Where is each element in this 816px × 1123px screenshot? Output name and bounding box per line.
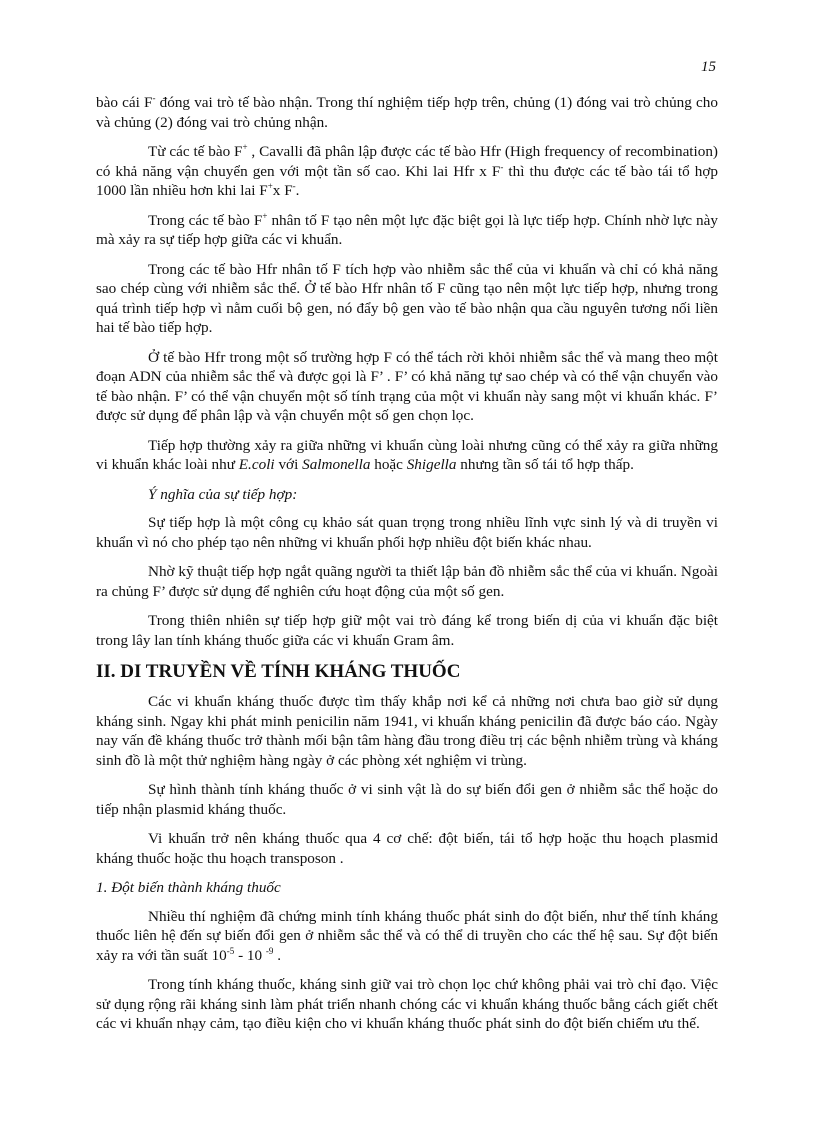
paragraph-f-prime: Ở tế bào Hfr trong một số trường hợp F có thể tách rời khỏi nhiễm sắc thể và mang theo một đoạn ADN của nhiễm sắc thể và được gọi là F’ . F’ có khả năng tự sao chép và có thể vận chuyển vào tế bào nhận. F’ có thể vận chuyển một số tính trạng của một vi khuẩn này sang một vi khuẩn khác. F’ được sử dụng để phân lập và vận chuyển một số gen chọn lọc.: [96, 348, 718, 424]
paragraph-research-tool: Sự tiếp hợp là một công cụ khảo sát quan trọng trong nhiều lĩnh vực sinh lý và di truyền vi khuẩn vì nó cho phép tạo nên những vi khuẩn phối hợp nhiều đột biến khác nhau.: [96, 514, 718, 551]
subheading-meaning: Ý nghĩa của sự tiếp hợp:: [148, 485, 298, 503]
paragraph-hfr-integration: Trong các tế bào Hfr nhân tố F tích hợp vào nhiễm sắc thể của vi khuẩn và chỉ có khả năng sao chép cùng với nhiễm sắc thể. Ở tế bào Hfr nhân tố F cũng tạo nên một lực tiếp hợp, nhưng trong quá trình tiếp hợp vì nằm cuối bộ gen, nó đẩy bộ gen vào tế bào nhận qua cầu nguyên tương nối liền hai tế bào tiếp hợp.: [96, 260, 718, 336]
section-heading-drug-resistance: II. DI TRUYỀN VỀ TÍNH KHÁNG THUỐC: [96, 661, 461, 682]
paragraph-chromosome-map: Nhờ kỹ thuật tiếp hợp ngắt quãng người ta thiết lập bản đồ nhiễm sắc thể của vi khuẩn. Ngoài ra chủng F’ được sử dụng để nghiên cứu hoạt động của một số gen.: [96, 563, 718, 600]
paragraph-four-mechanisms: Vi khuẩn trở nên kháng thuốc qua 4 cơ chế: đột biến, tái tổ hợp hoặc thu hoạch plasmid kháng thuốc hoặc thu hoạch transposon .: [96, 830, 718, 867]
paragraph-f-plus-force: Trong các tế bào F+ nhân tố F tạo nên một lực đặc biệt gọi là lực tiếp hợp. Chính nhờ lực này mà xảy ra sự tiếp hợp giữa các vi khuẩn.: [96, 210, 718, 248]
page-number: 15: [701, 59, 716, 75]
paragraph-selection-role: Trong tính kháng thuốc, kháng sinh giữ vai trò chọn lọc chứ không phải vai trò chỉ đạo. Việc sử dụng rộng rãi kháng sinh làm phát triển nhanh chóng các vi khuẩn kháng thuốc bằng cách giết chết các vi khuẩn nhạy cảm, tạo điều kiện cho vi khuẩn kháng thuốc phát sinh do đột biến chiếm ưu thế.: [96, 976, 718, 1032]
paragraph-hfr-cells: Từ các tế bào F+ , Cavalli đã phân lập được các tế bào Hfr (High frequency of recombination) có khả năng vận chuyển gen với một tần số cao. Khi lai Hfr x F- thì thu được các tế bào tái tổ hợp 1000 lần nhiều hơn khi lai F+x F-.: [96, 141, 718, 199]
paragraph-interspecies: Tiếp hợp thường xảy ra giữa những vi khuẩn cùng loài nhưng cũng có thể xảy ra giữa những vi khuẩn khác loài như E.coli với Salmonella hoặc Shigella nhưng tần số tái tổ hợp thấp.: [96, 436, 718, 473]
paragraph-resistance-origin: Sự hình thành tính kháng thuốc ở vi sinh vật là do sự biến đổi gen ở nhiễm sắc thể hoặc do tiếp nhận plasmid kháng thuốc.: [96, 781, 718, 818]
subheading-mutation: 1. Đột biến thành kháng thuốc: [96, 879, 281, 896]
paragraph-mutation-frequency: Nhiều thí nghiệm đã chứng minh tính kháng thuốc phát sinh do đột biến, như thế tính kháng thuốc liên hệ đến sự biến đổi gen ở nhiễm sắc thể và có thể di truyền cho các thế hệ sau. Sự đột biến xảy ra với tần suất $10^{-5} - 10$ $^{-9}$ .: [96, 907, 718, 964]
paragraph-resistance-spread: Các vi khuẩn kháng thuốc được tìm thấy khắp nơi kể cả những nơi chưa bao giờ sử dụng kháng sinh. Ngay khi phát minh penicilin năm 1941, vi khuẩn kháng penicilin đã được báo cáo. Ngày nay vấn đề kháng thuốc trở thành mối bận tâm hàng đầu trong điều trị các bệnh nhiễm trùng và kháng sinh đồ là một thử nghiệm hàng ngày ở các phòng xét nghiệm vi trùng.: [96, 693, 718, 769]
paragraph-nature-role: Trong thiên nhiên sự tiếp hợp giữ một vai trò đáng kể trong biến dị của vi khuẩn đặc biệt trong lây lan tính kháng thuốc giữa các vi khuẩn Gram âm.: [96, 612, 718, 649]
page-body: [96, 93, 718, 1044]
paragraph-recipient-cell: bào cái F- đóng vai trò tế bào nhận. Trong thí nghiệm tiếp hợp trên, chủng (1) đóng vai trò chủng cho và chủng (2) đóng vai trò chủng nhận.: [96, 92, 718, 131]
